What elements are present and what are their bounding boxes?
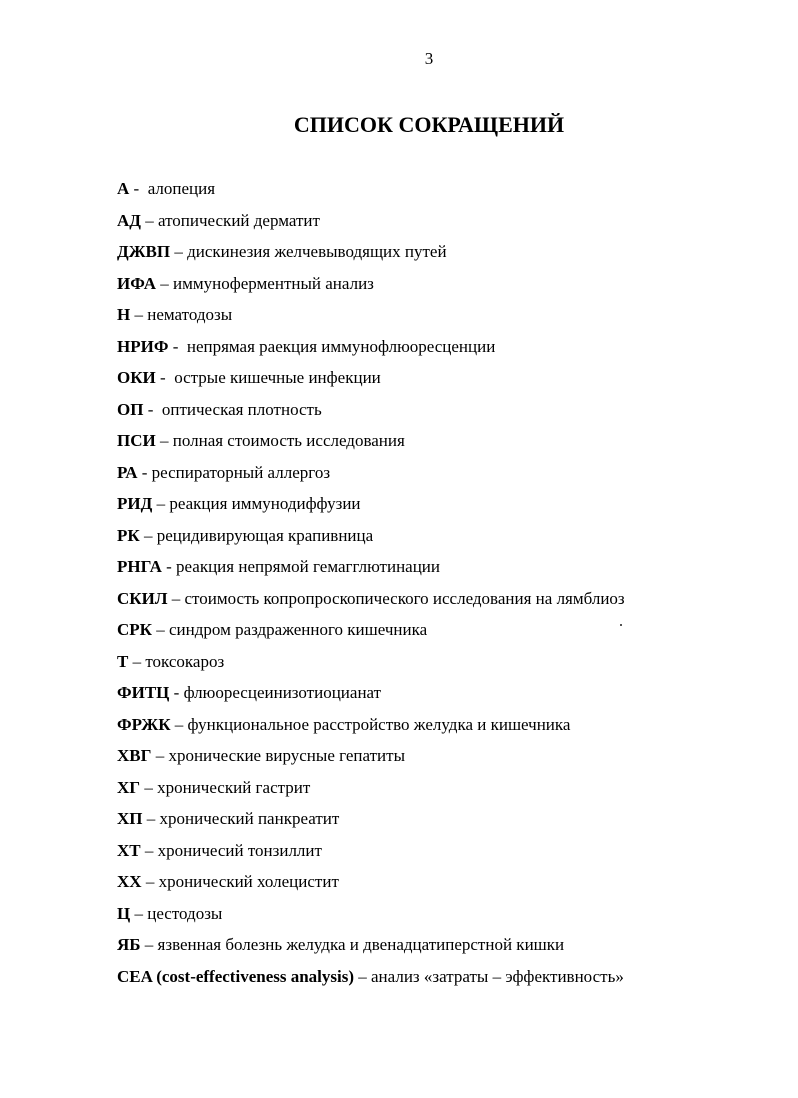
abbreviation-definition: синдром раздраженного кишечника bbox=[169, 620, 428, 639]
abbreviation-separator: – bbox=[140, 840, 158, 860]
abbreviation-term: ПСИ bbox=[117, 431, 156, 450]
abbreviation-separator: – bbox=[128, 651, 146, 671]
abbreviation-separator: – bbox=[152, 620, 169, 639]
abbreviation-term: ХГ bbox=[117, 777, 141, 797]
abbreviation-separator: – bbox=[156, 273, 174, 293]
abbreviation-item bbox=[117, 806, 777, 838]
abbreviation-separator: – bbox=[142, 809, 160, 828]
abbreviation-term: CEA (cost-effectiveness analysis) bbox=[117, 966, 355, 986]
abbreviation-definition: полная стоимость исследования bbox=[172, 431, 405, 450]
abbreviation-term: РА bbox=[117, 462, 138, 482]
abbreviation-term: ХП bbox=[117, 809, 143, 828]
abbreviation-item bbox=[117, 712, 777, 744]
abbreviation-definition: алопеция bbox=[147, 179, 216, 198]
abbreviation-term: ДЖВП bbox=[117, 242, 171, 261]
abbreviation-item bbox=[117, 617, 777, 649]
abbreviation-definition: иммуноферментный анализ bbox=[173, 273, 374, 293]
abbreviation-item bbox=[117, 586, 777, 618]
abbreviation-list bbox=[117, 176, 777, 995]
abbreviation-item bbox=[117, 176, 777, 208]
abbreviation-item bbox=[117, 775, 777, 807]
abbreviation-separator: – bbox=[151, 746, 169, 765]
abbreviation-definition: флюоресцеинизотиоцианат bbox=[183, 683, 382, 702]
abbreviation-definition: дискинезия желчевыводящих путей bbox=[187, 242, 447, 261]
abbreviation-item bbox=[117, 460, 777, 492]
abbreviation-separator: - bbox=[137, 462, 152, 482]
abbreviation-definition: язвенная болезнь желудка и двенадцатиперстной кишки bbox=[157, 935, 565, 954]
abbreviation-term: СКИЛ bbox=[117, 588, 168, 608]
abbreviation-definition: хронический гастрит bbox=[157, 777, 311, 797]
abbreviation-item bbox=[117, 869, 777, 901]
abbreviation-separator: – bbox=[155, 431, 173, 450]
abbreviation-item bbox=[117, 554, 777, 586]
abbreviation-item bbox=[117, 428, 777, 460]
abbreviation-term: НРИФ bbox=[117, 336, 169, 356]
abbreviation-definition: оптическая плотность bbox=[161, 399, 322, 419]
abbreviation-item bbox=[117, 649, 777, 681]
abbreviation-separator: – bbox=[354, 966, 372, 986]
abbreviation-separator: – bbox=[140, 210, 158, 230]
abbreviation-definition: рецидивирующая крапивница bbox=[156, 525, 374, 545]
abbreviation-definition: острые кишечные инфекции bbox=[174, 368, 381, 387]
abbreviation-term: РНГА bbox=[117, 557, 162, 576]
abbreviation-term: А bbox=[117, 179, 130, 198]
abbreviation-term: ХТ bbox=[117, 840, 141, 860]
abbreviation-item bbox=[117, 523, 777, 555]
abbreviation-term: ХВГ bbox=[117, 746, 152, 765]
abbreviation-separator: – bbox=[130, 903, 148, 923]
abbreviation-definition: хронические вирусные гепатиты bbox=[168, 746, 405, 765]
abbreviation-separator: - bbox=[143, 399, 162, 419]
abbreviation-definition: непрямая раекция иммунофлюоресценции bbox=[186, 336, 496, 356]
abbreviation-term: РИД bbox=[117, 494, 153, 513]
abbreviation-definition: цестодозы bbox=[147, 903, 223, 923]
abbreviation-item bbox=[117, 932, 777, 964]
abbreviation-item bbox=[117, 302, 777, 334]
abbreviation-item bbox=[117, 491, 777, 523]
abbreviation-separator: – bbox=[130, 305, 148, 324]
page-number: 3 bbox=[424, 49, 434, 68]
abbreviation-item bbox=[117, 239, 777, 271]
abbreviation-definition: хронический холецистит bbox=[158, 872, 339, 891]
abbreviation-item bbox=[117, 901, 777, 933]
abbreviation-item bbox=[117, 964, 777, 996]
abbreviation-separator: – bbox=[139, 525, 157, 545]
abbreviation-separator: - bbox=[168, 336, 187, 356]
abbreviation-separator: - bbox=[129, 179, 148, 198]
abbreviation-separator: - bbox=[161, 557, 177, 576]
abbreviation-term: ИФА bbox=[117, 273, 157, 293]
abbreviation-item bbox=[117, 838, 777, 870]
abbreviation-item bbox=[117, 680, 777, 712]
abbreviation-term: ФРЖК bbox=[117, 714, 171, 734]
abbreviation-definition: функциональное расстройство желудка и кишечника bbox=[187, 714, 571, 734]
abbreviation-definition: хроничесий тонзиллит bbox=[157, 840, 322, 860]
abbreviation-item bbox=[117, 271, 777, 303]
abbreviation-definition: атопический дерматит bbox=[157, 210, 320, 230]
abbreviation-item bbox=[117, 743, 777, 775]
abbreviation-separator: – bbox=[140, 777, 158, 797]
abbreviation-separator: - bbox=[169, 683, 184, 702]
abbreviation-term: ЯБ bbox=[117, 935, 141, 954]
abbreviation-definition: токсокароз bbox=[145, 651, 225, 671]
abbreviation-item bbox=[117, 334, 777, 366]
abbreviation-term: Н bbox=[117, 305, 131, 324]
abbreviation-separator: – bbox=[141, 872, 159, 891]
abbreviation-separator: – bbox=[152, 494, 170, 513]
abbreviation-separator: – bbox=[140, 935, 158, 954]
abbreviation-term: Ц bbox=[117, 903, 131, 923]
abbreviation-definition: нематодозы bbox=[147, 305, 233, 324]
abbreviation-separator: – bbox=[170, 242, 188, 261]
abbreviation-term: Т bbox=[117, 651, 129, 671]
abbreviation-definition: респираторный аллергоз bbox=[151, 462, 331, 482]
abbreviation-term: АД bbox=[117, 210, 141, 230]
abbreviation-definition: хронический панкреатит bbox=[159, 809, 340, 828]
abbreviation-term: ОП bbox=[117, 399, 144, 419]
abbreviation-definition: стоимость копропроскопического исследования на лямблиоз bbox=[184, 588, 625, 608]
abbreviation-item bbox=[117, 397, 777, 429]
scan-speck bbox=[620, 624, 622, 626]
page-title: СПИСОК СОКРАЩЕНИЙ bbox=[293, 112, 565, 137]
abbreviation-definition: реакция иммунодиффузии bbox=[169, 494, 361, 513]
abbreviation-separator: – bbox=[167, 588, 185, 608]
abbreviation-term: ФИТЦ bbox=[117, 683, 170, 702]
abbreviation-item bbox=[117, 208, 777, 240]
abbreviation-term: РК bbox=[117, 525, 140, 545]
abbreviation-definition: реакция непрямой гемагглютинации bbox=[176, 557, 441, 576]
abbreviation-separator: - bbox=[155, 368, 175, 387]
abbreviation-separator: – bbox=[170, 714, 188, 734]
abbreviation-term: ОКИ bbox=[117, 368, 156, 387]
abbreviation-term: СРК bbox=[117, 620, 152, 639]
abbreviation-term: ХХ bbox=[117, 872, 142, 891]
abbreviation-item bbox=[117, 365, 777, 397]
abbreviation-definition: анализ «затраты – эффективность» bbox=[371, 966, 624, 986]
